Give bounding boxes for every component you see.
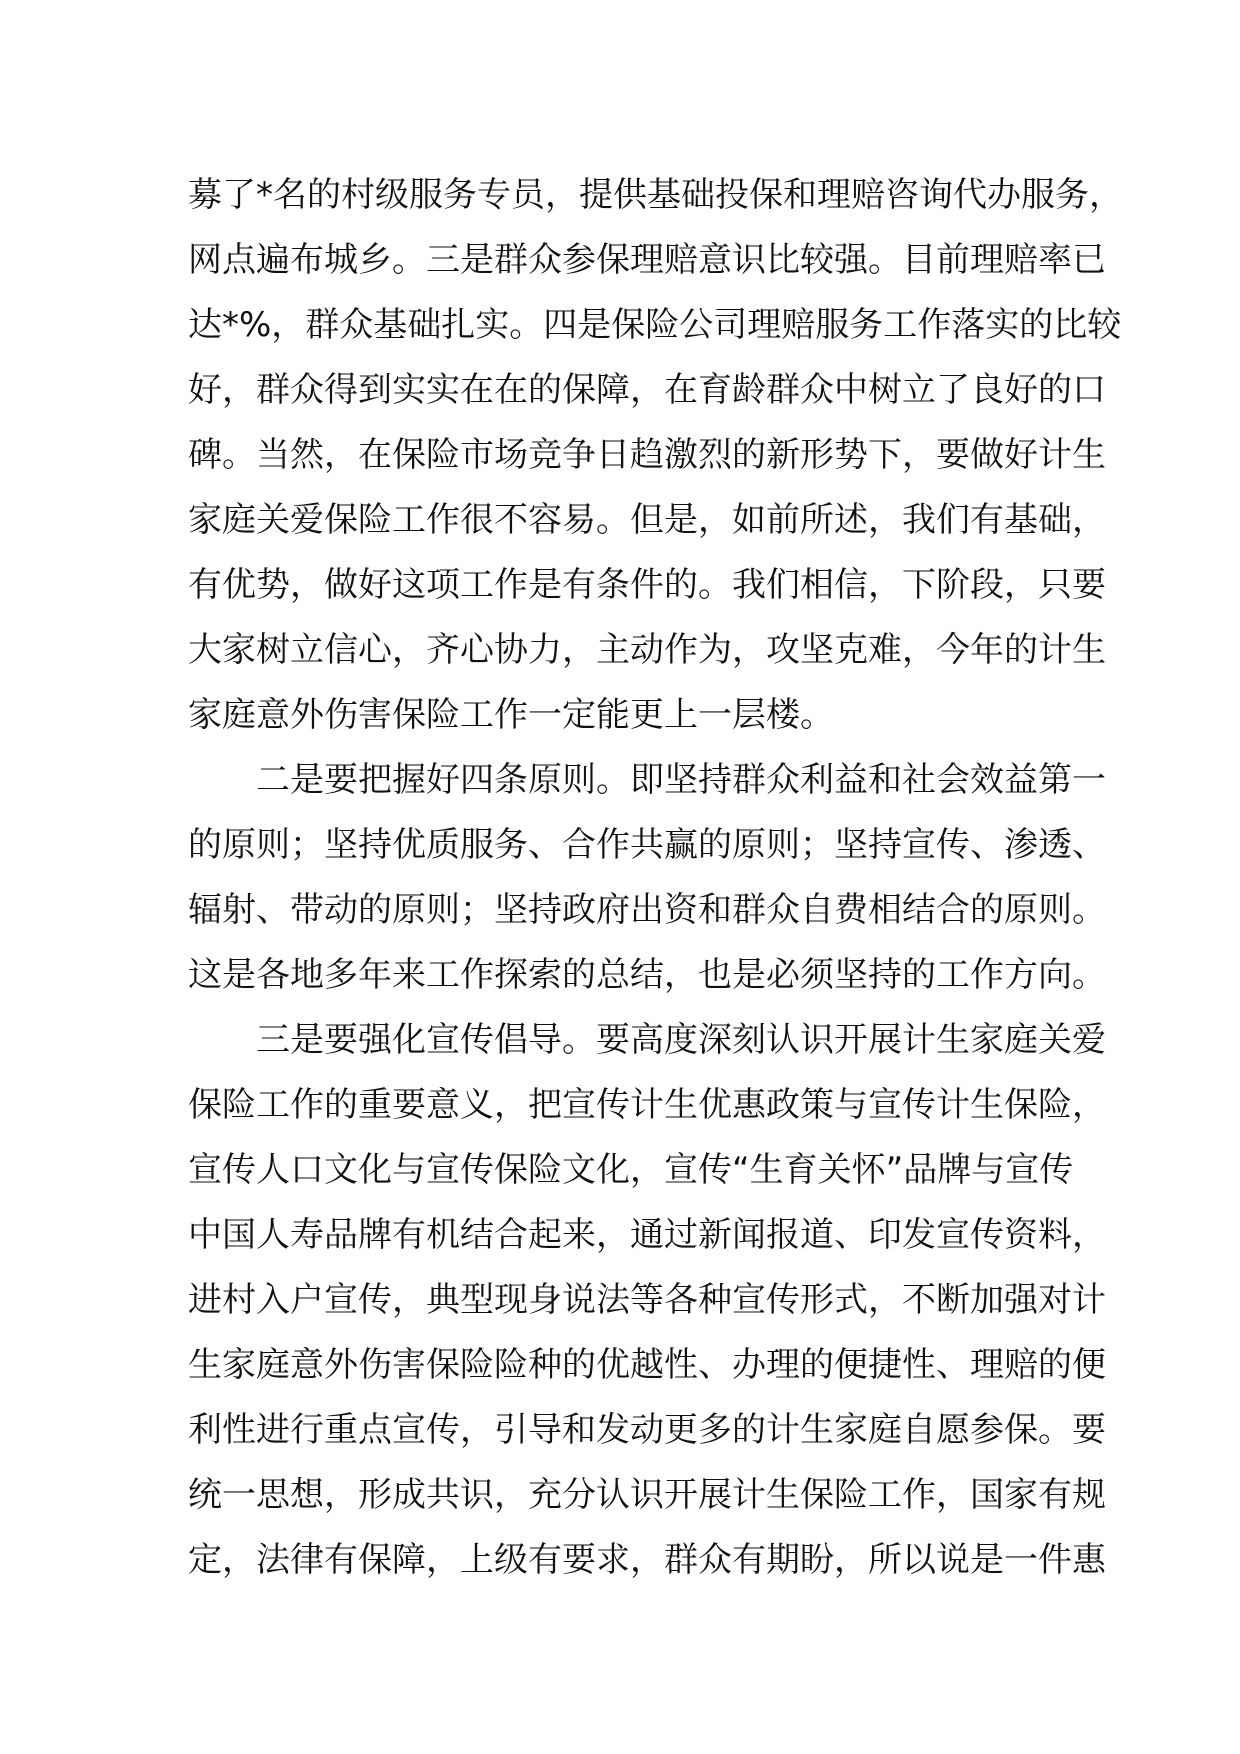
text-line: 大家树立信心，齐心协力，主动作为，攻坚克难，今年的计生 xyxy=(188,630,1106,670)
text-line: 达*%，群众基础扎实。四是保险公司理赔服务工作落实的比较 xyxy=(188,305,1122,345)
text-line: 生家庭意外伤害保险险种的优越性、办理的便捷性、理赔的便 xyxy=(188,1345,1106,1385)
text-line: 保险工作的重要意义，把宣传计生优惠政策与宣传计生保险， xyxy=(188,1085,1106,1125)
text-line: 定，法律有保障，上级有要求，群众有期盼，所以说是一件惠 xyxy=(188,1540,1106,1580)
text-line: 好，群众得到实实在在的保障，在育龄群众中树立了良好的口 xyxy=(188,370,1106,410)
paragraph-end-line: 家庭意外伤害保险工作一定能更上一层楼。 xyxy=(188,695,834,735)
paragraph-first-line: 二是要把握好四条原则。即坚持群众利益和社会效益第一 xyxy=(256,760,1106,800)
paragraph-first-line: 三是要强化宣传倡导。要高度深刻认识开展计生家庭关爱 xyxy=(256,1020,1106,1060)
text-line: 募了*名的村级服务专员，提供基础投保和理赔咨询代办服务， xyxy=(188,175,1123,215)
text-line: 的原则；坚持优质服务、合作共赢的原则；坚持宣传、渗透、 xyxy=(188,825,1106,865)
text-line: 宣传人口文化与宣传保险文化，宣传“生育关怀”品牌与宣传 xyxy=(188,1150,1074,1190)
text-line: 网点遍布城乡。三是群众参保理赔意识比较强。目前理赔率已 xyxy=(188,240,1106,280)
text-line: 这是各地多年来工作探索的总结，也是必须坚持的工作方向。 xyxy=(188,955,1106,995)
text-line: 中国人寿品牌有机结合起来，通过新闻报道、印发宣传资料， xyxy=(188,1215,1106,1255)
text-line: 有优势，做好这项工作是有条件的。我们相信，下阶段，只要 xyxy=(188,565,1106,605)
text-line: 碑。当然，在保险市场竞争日趋激烈的新形势下，要做好计生 xyxy=(188,435,1106,475)
text-line: 辐射、带动的原则；坚持政府出资和群众自费相结合的原则。 xyxy=(188,890,1106,930)
text-line: 统一思想，形成共识，充分认识开展计生保险工作，国家有规 xyxy=(188,1475,1106,1515)
body-text xyxy=(188,163,1123,1593)
text-line: 利性进行重点宣传，引导和发动更多的计生家庭自愿参保。要 xyxy=(188,1410,1106,1450)
text-line: 进村入户宣传，典型现身说法等各种宣传形式，不断加强对计 xyxy=(188,1280,1106,1320)
text-line: 家庭关爱保险工作很不容易。但是，如前所述，我们有基础， xyxy=(188,500,1106,540)
